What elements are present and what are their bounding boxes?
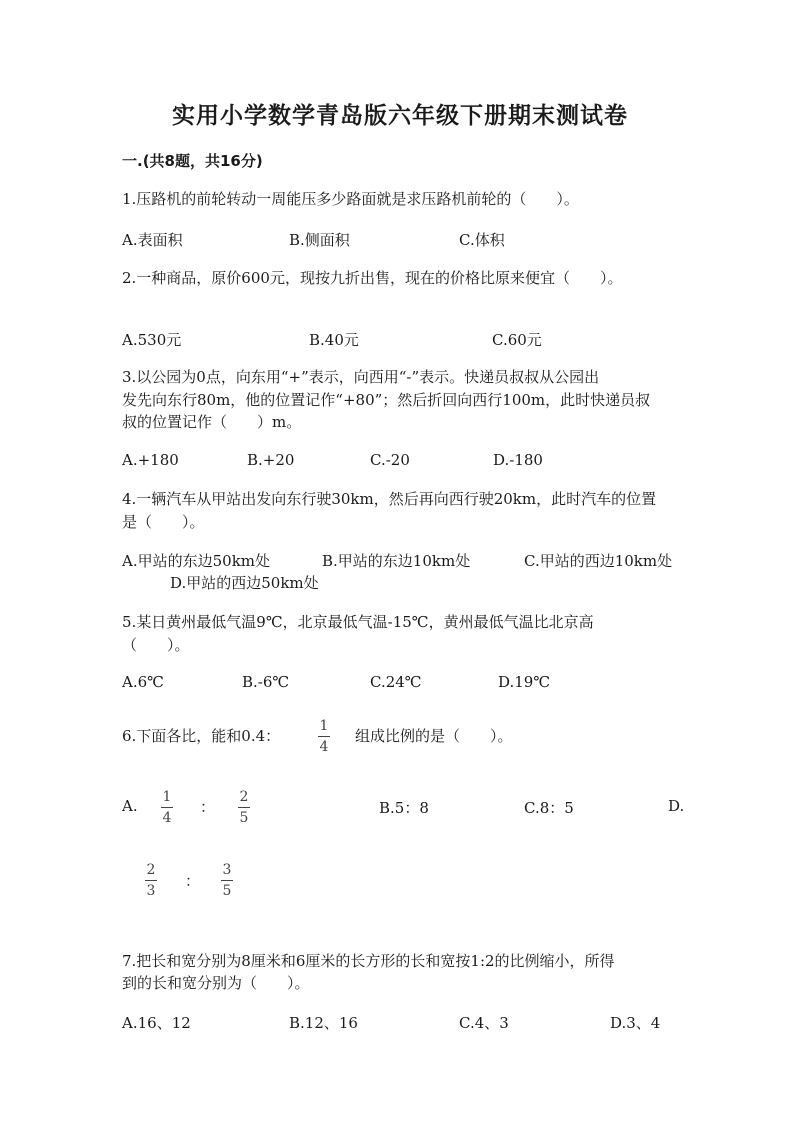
q4-option-d: D.甲站的西边50km处 — [170, 574, 319, 592]
fraction-denominator: 3 — [146, 883, 156, 899]
question-3-line-2: 发先向东行80m，他的位置记作“+80”；然后折回向西行100m，此时快递员叔 — [122, 391, 651, 409]
question-6-suffix: 组成比例的是（ ）。 — [355, 727, 513, 745]
q7-option-c: C.4、3 — [459, 1014, 509, 1032]
q1-option-a: A.表面积 — [122, 231, 183, 249]
question-3-line-1: 3.以公园为0点，向东用“+”表示，向西用“-”表示。快递员叔叔从公园出 — [122, 368, 600, 386]
fraction-numerator: 2 — [239, 789, 249, 805]
fraction-bar — [238, 807, 250, 808]
fraction-bar — [318, 736, 330, 737]
question-4-line-1: 4.一辆汽车从甲站出发向东行驶30km，然后再向西行驶20km，此时汽车的位置 — [122, 490, 657, 508]
q3-option-a: A.+180 — [122, 451, 179, 469]
q6-option-b: B.5：8 — [379, 799, 429, 817]
q2-option-c: C.60元 — [492, 331, 542, 349]
fraction-numerator: 2 — [146, 862, 156, 878]
q5-option-a: A.6℃ — [122, 673, 164, 691]
q7-option-b: B.12、16 — [289, 1014, 358, 1032]
q7-option-d: D.3、4 — [610, 1014, 661, 1032]
q5-option-b: B.-6℃ — [242, 673, 290, 691]
fraction-numerator: 3 — [222, 862, 232, 878]
q6-fraction — [318, 718, 330, 755]
q1-option-b: B.侧面积 — [289, 231, 350, 249]
question-6-prefix: 6.下面各比，能和0.4： — [122, 727, 281, 745]
q6-option-d-label: D. — [668, 797, 685, 815]
fraction-bar — [161, 807, 173, 808]
question-1-text: 1.压路机的前轮转动一周能压多少路面就是求压路机前轮的（ ）。 — [122, 190, 579, 208]
q4-option-c: C.甲站的西边10km处 — [524, 552, 673, 570]
q5-option-c: C.24℃ — [370, 673, 422, 691]
q6-option-a-fraction-1 — [161, 789, 173, 826]
fraction-bar — [221, 880, 233, 881]
fraction-denominator: 5 — [222, 883, 232, 899]
q2-option-a: A.530元 — [122, 331, 182, 349]
q3-option-d: D.-180 — [493, 451, 543, 469]
question-5-line-2: （ ）。 — [122, 636, 190, 654]
question-7-line-2: 到的长和宽分别为（ ）。 — [122, 974, 310, 992]
q1-option-c: C.体积 — [459, 231, 505, 249]
q5-option-d: D.19℃ — [498, 673, 551, 691]
q3-option-b: B.+20 — [247, 451, 295, 469]
question-3-line-3: 叔的位置记作（ ）m。 — [122, 413, 302, 431]
fraction-bar — [145, 880, 157, 881]
q4-option-a: A.甲站的东边50km处 — [122, 552, 271, 570]
section-heading: 一.(共8题，共16分) — [122, 152, 263, 170]
page-title: 实用小学数学青岛版六年级下册期末测试卷 — [172, 103, 628, 129]
question-4-line-2: 是（ ）。 — [122, 513, 205, 531]
fraction-numerator: 1 — [319, 718, 329, 734]
q6-option-d-fraction-1 — [145, 862, 157, 899]
fraction-denominator: 4 — [319, 739, 329, 755]
q2-option-b: B.40元 — [309, 331, 359, 349]
question-2-text: 2.一种商品，原价600元，现按九折出售，现在的价格比原来便宜（ ）。 — [122, 269, 623, 287]
question-7-line-1: 7.把长和宽分别为8厘米和6厘米的长方形的长和宽按1:2的比例缩小，所得 — [122, 952, 615, 970]
q6-option-d-colon: ： — [185, 872, 201, 890]
q7-option-a: A.16、12 — [122, 1014, 191, 1032]
q6-option-d-fraction-2 — [221, 862, 233, 899]
q6-option-a-fraction-2 — [238, 789, 250, 826]
fraction-numerator: 1 — [162, 789, 172, 805]
q6-option-a-colon: ： — [200, 798, 216, 816]
q3-option-c: C.-20 — [370, 451, 410, 469]
fraction-denominator: 4 — [162, 810, 172, 826]
question-5-line-1: 5.某日黄州最低气温9℃，北京最低气温-15℃，黄州最低气温比北京高 — [122, 613, 594, 631]
q6-option-c: C.8：5 — [524, 799, 574, 817]
q4-option-b: B.甲站的东边10km处 — [322, 552, 471, 570]
fraction-denominator: 5 — [239, 810, 249, 826]
q6-option-a-label: A. — [122, 797, 138, 815]
